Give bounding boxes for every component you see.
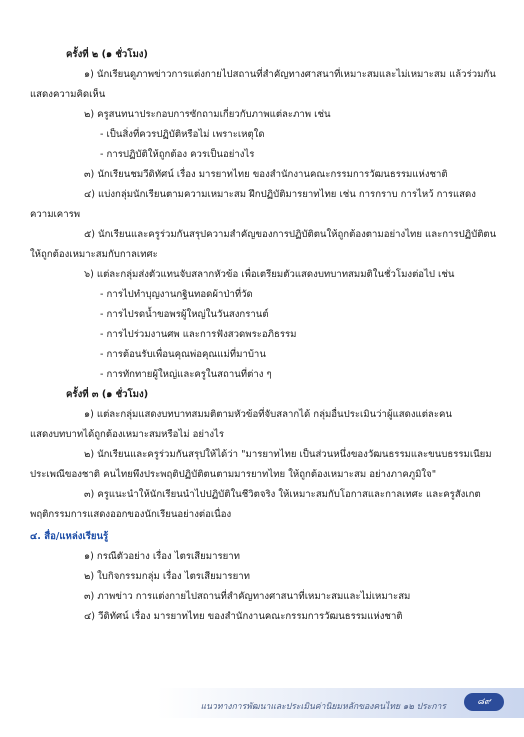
page-number: ๘๙ xyxy=(477,697,491,707)
paragraph-line: ให้ถูกต้องเหมาะสมกับกาลเทศะ xyxy=(30,249,158,260)
bullet-item: - การไปทำบุญงานกฐินทอดผ้าป่าที่วัด xyxy=(100,289,253,300)
media-list-item: ๓) ภาพข่าว การแต่งกายไปสถานที่สำคัญทางศาสนาที่เหมาะสมและไม่เหมาะสม xyxy=(84,591,411,602)
bullet-item: - เป็นสิ่งที่ควรปฏิบัติหรือไม่ เพราะเหตุใด xyxy=(100,129,265,140)
paragraph-line: ๓) นักเรียนชมวีดิทัศน์ เรื่อง มารยาทไทย ของสำนักงานคณะกรรมการวัฒนธรรมแห่งชาติ xyxy=(84,169,448,180)
bullet-item: - การไปรดน้ำขอพรผู้ใหญ่ในวันสงกรานต์ xyxy=(100,309,269,320)
media-section-heading: ๔. สื่อ/แหล่งเรียนรู้ xyxy=(30,531,109,542)
bullet-item: - การทักทายผู้ใหญ่และครูในสถานที่ต่าง ๆ xyxy=(100,369,272,380)
paragraph-line: แสดงบทบาทได้ถูกต้องเหมาะสมหรือไม่ อย่างไร xyxy=(30,429,225,440)
media-list-item: ๑) กรณีตัวอย่าง เรื่อง ไตรเสียมารยาท xyxy=(84,551,240,562)
paragraph-line: ๓) ครูแนะนำให้นักเรียนนำไปปฏิบัติในชีวิตจริง ให้เหมาะสมกับโอกาสและกาลเทศะ และครูสังเกต xyxy=(84,489,481,500)
paragraph-line: ๔) แบ่งกลุ่มนักเรียนตามความเหมาะสม ฝึกปฏิบัติมารยาทไทย เช่น การกราบ การไหว้ การแสดง xyxy=(84,189,476,200)
paragraph-line: แสดงความคิดเห็น xyxy=(30,89,106,100)
footer-title: แนวทางการพัฒนาและประเมินค่านิยมหลักของคนไทย ๑๒ ประการ xyxy=(200,702,446,712)
paragraph-line: ความเคารพ xyxy=(30,209,81,220)
bullet-item: - การปฏิบัติให้ถูกต้อง ควรเป็นอย่างไร xyxy=(100,149,255,160)
session-3-heading: ครั้งที่ ๓ (๑ ชั่วโมง) xyxy=(66,389,149,400)
session-2-heading: ครั้งที่ ๒ (๑ ชั่วโมง) xyxy=(66,49,148,60)
paragraph-line: ๒) ครูสนทนาประกอบการซักถามเกี่ยวกับภาพแต่ละภาพ เช่น xyxy=(84,109,331,120)
paragraph-line: ประเพณีของชาติ คนไทยพึงประพฤติปฏิบัติตนตามมารยาทไทย ให้ถูกต้องเหมาะสม อย่างภาคภูมิใจ" xyxy=(30,469,437,480)
paragraph-line: ๒) นักเรียนและครูร่วมกันสรุปให้ได้ว่า "มารยาทไทย เป็นส่วนหนึ่งของวัฒนธรรมและขนบธรรมเนียม xyxy=(84,449,492,460)
page-number-badge xyxy=(464,693,504,711)
bullet-item: - การต้อนรับเพื่อนคุณพ่อคุณแม่ที่มาบ้าน xyxy=(100,349,266,360)
paragraph-line: พฤติกรรมการแสดงออกของนักเรียนอย่างต่อเนื่อง xyxy=(30,509,232,520)
paragraph-line: ๑) แต่ละกลุ่มแสดงบทบาทสมมติตามหัวข้อที่จับสลากได้ กลุ่มอื่นประเมินว่าผู้แสดงแต่ละคน xyxy=(84,409,452,420)
bullet-item: - การไปร่วมงานศพ และการฟังสวดพระอภิธรรม xyxy=(100,329,297,340)
media-list-item: ๔) วีดิทัศน์ เรื่อง มารยาทไทย ของสำนักงานคณะกรรมการวัฒนธรรมแห่งชาติ xyxy=(84,611,403,622)
paragraph-line: ๑) นักเรียนดูภาพข่าวการแต่งกายไปสถานที่สำคัญทางศาสนาที่เหมาะสมและไม่เหมาะสม แล้วร่วมกัน xyxy=(84,69,496,80)
paragraph-line: ๕) นักเรียนและครูร่วมกันสรุปความสำคัญของการปฏิบัติตนให้ถูกต้องตามอย่างไทย และการปฏิบัติตน xyxy=(84,229,497,240)
paragraph-line: ๖) แต่ละกลุ่มส่งตัวแทนจับสลากหัวข้อ เพื่อเตรียมตัวแสดงบทบาทสมมติในชั่วโมงต่อไป เช่น xyxy=(84,269,455,280)
media-list-item: ๒) ใบกิจกรรมกลุ่ม เรื่อง ไตรเสียมารยาท xyxy=(84,571,250,582)
